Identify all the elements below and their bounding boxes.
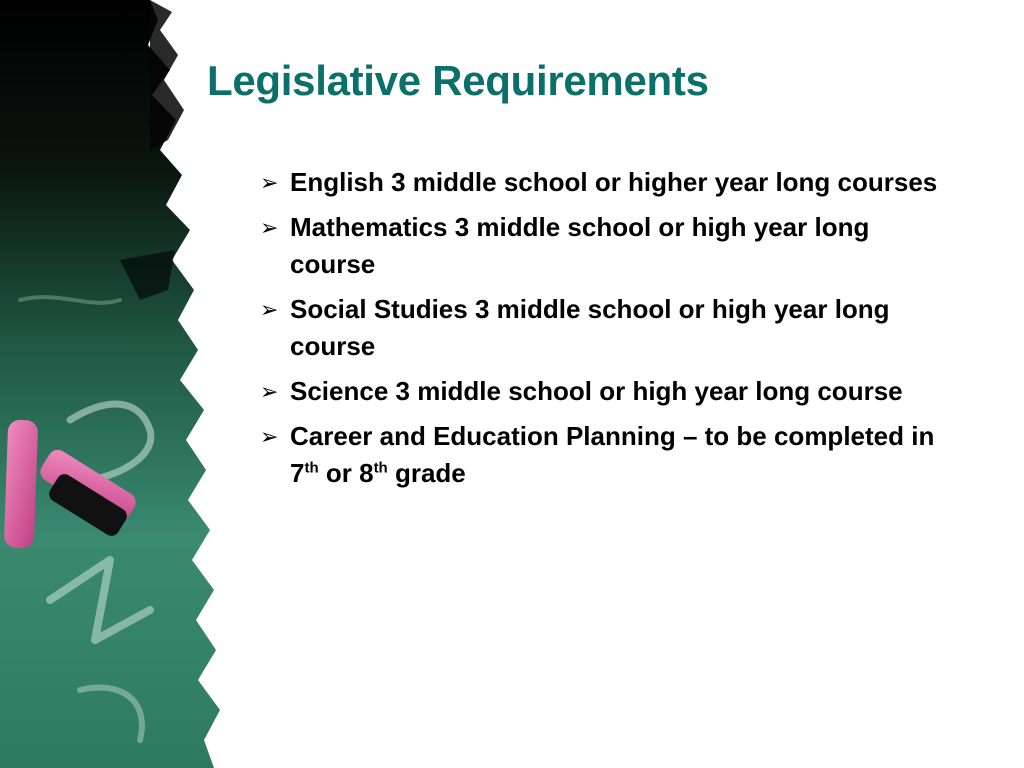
ordinal-suffix: th bbox=[304, 459, 319, 477]
list-item-text-part: or 8 bbox=[318, 458, 374, 488]
list-item-text bbox=[290, 421, 934, 488]
list-item bbox=[258, 418, 958, 492]
list-item-text: Mathematics 3 middle school or high year long course bbox=[290, 212, 870, 279]
arrowhead-bullet-icon: ➢ bbox=[260, 379, 279, 404]
list-item bbox=[258, 291, 958, 365]
list-item-text-part: Career and Education Planning – to be completed in 7 bbox=[290, 421, 935, 488]
arrowhead-bullet-icon: ➢ bbox=[260, 297, 279, 322]
list-item bbox=[258, 164, 958, 201]
list-item bbox=[258, 373, 958, 410]
arrowhead-bullet-icon: ➢ bbox=[260, 215, 279, 240]
list-item bbox=[258, 209, 958, 283]
ordinal-suffix: th bbox=[373, 459, 388, 477]
arrowhead-bullet-icon: ➢ bbox=[260, 170, 279, 195]
requirements-list bbox=[258, 164, 958, 500]
list-item-text: Science 3 middle school or high year long course bbox=[290, 376, 903, 406]
arrowhead-bullet-icon: ➢ bbox=[260, 424, 279, 449]
chalkboard-area bbox=[0, 0, 220, 768]
list-item-text-part: grade bbox=[387, 458, 466, 488]
list-item-text: English 3 middle school or higher year long courses bbox=[290, 167, 938, 197]
slide-title: Legislative Requirements bbox=[207, 57, 709, 104]
chalkboard-decoration bbox=[0, 0, 240, 768]
list-item-text: Social Studies 3 middle school or high year long course bbox=[290, 294, 890, 361]
